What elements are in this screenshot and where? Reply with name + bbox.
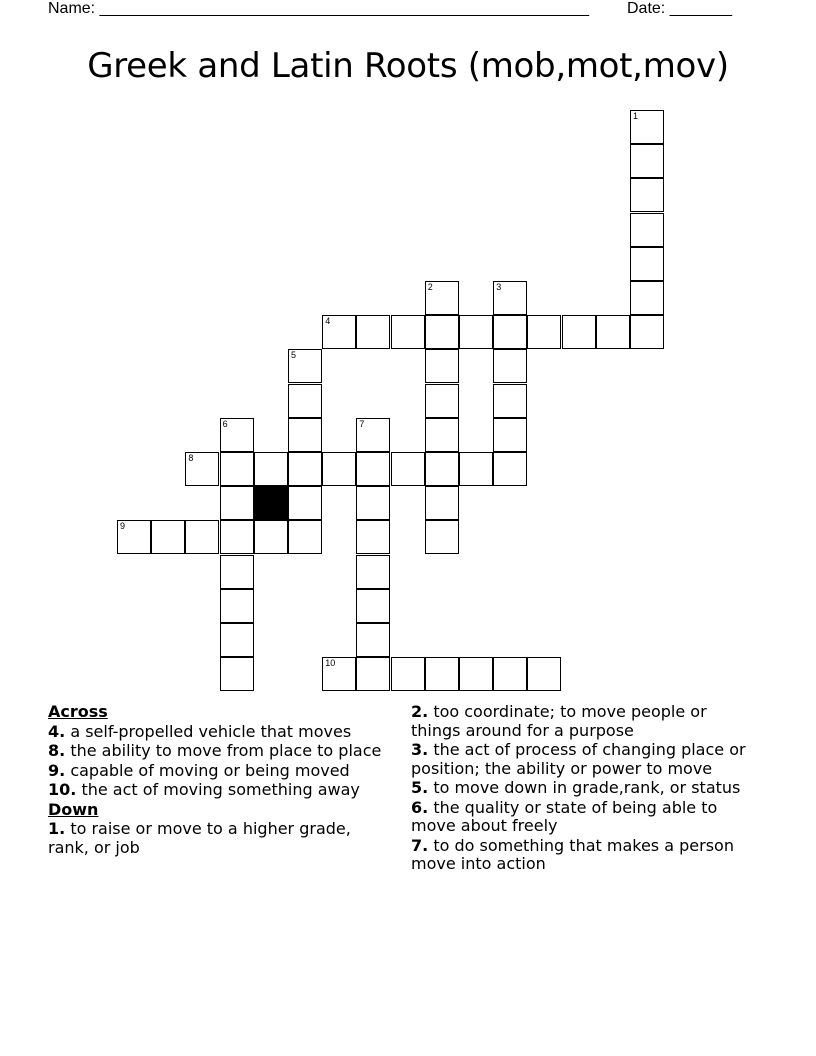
clue-number-label: 6 [222, 418, 228, 429]
clue-down-5 [411, 779, 761, 798]
grid-cell[interactable] [322, 657, 356, 691]
grid-cell[interactable] [630, 178, 664, 212]
clue-number-label: 1 [633, 111, 639, 121]
clue-number: 5. [411, 778, 429, 797]
grid-cell[interactable] [425, 520, 459, 554]
clue-down-3 [411, 741, 761, 778]
clue-down-6 [411, 799, 761, 836]
clue-across-10 [48, 781, 383, 800]
grid-cell[interactable] [425, 384, 459, 418]
grid-cell[interactable] [459, 657, 493, 691]
grid-cell[interactable] [288, 384, 322, 418]
clue-number: 3. [411, 740, 429, 759]
clue-text: to raise or move to a higher grade, rank, or job [48, 819, 351, 857]
clues-left-column [48, 703, 383, 858]
grid-cell[interactable] [220, 555, 254, 589]
grid-cell[interactable] [356, 555, 390, 589]
grid-cell[interactable] [220, 418, 254, 452]
clue-text: the act of moving something away [81, 780, 360, 799]
clue-down-2 [411, 703, 761, 740]
clue-number: 8. [48, 741, 66, 760]
grid-cell[interactable] [425, 315, 459, 349]
clue-number-label: 4 [325, 316, 331, 327]
grid-cell[interactable] [185, 452, 219, 486]
grid-cell[interactable] [459, 315, 493, 349]
grid-cell[interactable] [562, 315, 596, 349]
date-field-label: Date: _______ [627, 0, 732, 17]
page-title: Greek and Latin Roots (mob,mot,mov) [87, 46, 729, 86]
clue-number-label: 2 [427, 282, 433, 292]
grid-cell[interactable] [391, 315, 425, 349]
grid-cell[interactable] [630, 281, 664, 315]
grid-cell[interactable] [630, 213, 664, 247]
grid-cell[interactable] [425, 349, 459, 383]
grid-cell[interactable] [425, 452, 459, 486]
clues-right-column [411, 703, 761, 875]
clue-text: the act of process of changing place or position; the ability or power to move [411, 740, 746, 778]
clue-number-label: 5 [291, 350, 297, 361]
grid-cell[interactable] [391, 452, 425, 486]
grid-cell[interactable] [425, 486, 459, 520]
clue-down-1 [48, 820, 383, 857]
clue-number-label: 9 [120, 521, 126, 532]
grid-cell[interactable] [322, 315, 356, 349]
grid-cell[interactable] [630, 315, 664, 349]
grid-cell[interactable] [425, 281, 459, 315]
grid-cell[interactable] [288, 520, 322, 554]
clue-text: the quality or state of being able to move about freely [411, 797, 718, 835]
grid-cell[interactable] [493, 349, 527, 383]
clue-number: 6. [411, 797, 429, 817]
grid-cell[interactable] [220, 452, 254, 486]
grid-cell[interactable] [220, 623, 254, 657]
grid-cell[interactable] [185, 520, 219, 554]
grid-cell[interactable] [356, 589, 390, 623]
clue-number-label: 3 [496, 282, 502, 292]
grid-cell[interactable] [527, 657, 561, 691]
grid-cell[interactable] [630, 110, 664, 144]
grid-cell[interactable] [493, 315, 527, 349]
grid-cell[interactable] [356, 486, 390, 520]
grid-cell[interactable] [254, 452, 288, 486]
clue-down-7 [411, 837, 761, 874]
grid-cell[interactable] [288, 349, 322, 383]
grid-cell[interactable] [288, 418, 322, 452]
grid-cell[interactable] [220, 520, 254, 554]
clue-text: a self-propelled vehicle that moves [70, 721, 352, 741]
grid-cell[interactable] [527, 315, 561, 349]
clue-text: too coordinate; to move people or things around for a purpose [411, 702, 707, 740]
grid-cell[interactable] [356, 418, 390, 452]
grid-cell[interactable] [459, 452, 493, 486]
grid-cell[interactable] [493, 657, 527, 691]
grid-cell[interactable] [391, 657, 425, 691]
grid-cell[interactable] [254, 520, 288, 554]
grid-cell[interactable] [630, 247, 664, 281]
grid-cell[interactable] [493, 418, 527, 452]
clue-text: to move down in grade,rank, or status [433, 778, 741, 797]
clue-text: capable of moving or being moved [70, 760, 350, 780]
grid-cell[interactable] [288, 486, 322, 520]
grid-cell[interactable] [356, 520, 390, 554]
grid-cell[interactable] [322, 452, 356, 486]
grid-cell[interactable] [220, 486, 254, 520]
clue-number: 10. [48, 780, 77, 799]
grid-cell[interactable] [288, 452, 322, 486]
grid-cell[interactable] [220, 657, 254, 691]
clue-text: the ability to move from place to place [70, 741, 382, 760]
clue-across-8 [48, 742, 383, 761]
clue-number: 1. [48, 819, 66, 838]
grid-cell[interactable] [493, 452, 527, 486]
grid-cell[interactable] [117, 520, 151, 554]
clue-number-label: 7 [359, 418, 365, 429]
grid-cell[interactable] [425, 418, 459, 452]
clue-across-9 [48, 762, 383, 781]
grid-cell[interactable] [151, 520, 185, 554]
black-square [254, 486, 288, 520]
across-heading: Across [48, 702, 108, 721]
grid-cell[interactable] [493, 384, 527, 418]
down-heading: Down [48, 799, 99, 819]
clue-number-label: 8 [188, 453, 194, 463]
clue-number: 7. [411, 835, 429, 855]
clue-across-4 [48, 723, 383, 742]
clue-number: 4. [48, 721, 66, 741]
grid-cell[interactable] [356, 315, 390, 349]
grid-cell[interactable] [425, 657, 459, 691]
grid-cell[interactable] [220, 589, 254, 623]
name-field-label: Name: _______________________________________________________ [48, 0, 589, 17]
clue-number: 2. [411, 702, 429, 721]
grid-cell[interactable] [356, 623, 390, 657]
grid-cell[interactable] [596, 315, 630, 349]
clue-text: to do something that makes a person move into action [411, 835, 734, 873]
grid-cell[interactable] [493, 281, 527, 315]
grid-cell[interactable] [630, 144, 664, 178]
clue-number-label: 10 [325, 658, 336, 669]
grid-cell[interactable] [356, 657, 390, 691]
grid-cell[interactable] [356, 452, 390, 486]
clue-number: 9. [48, 760, 66, 780]
